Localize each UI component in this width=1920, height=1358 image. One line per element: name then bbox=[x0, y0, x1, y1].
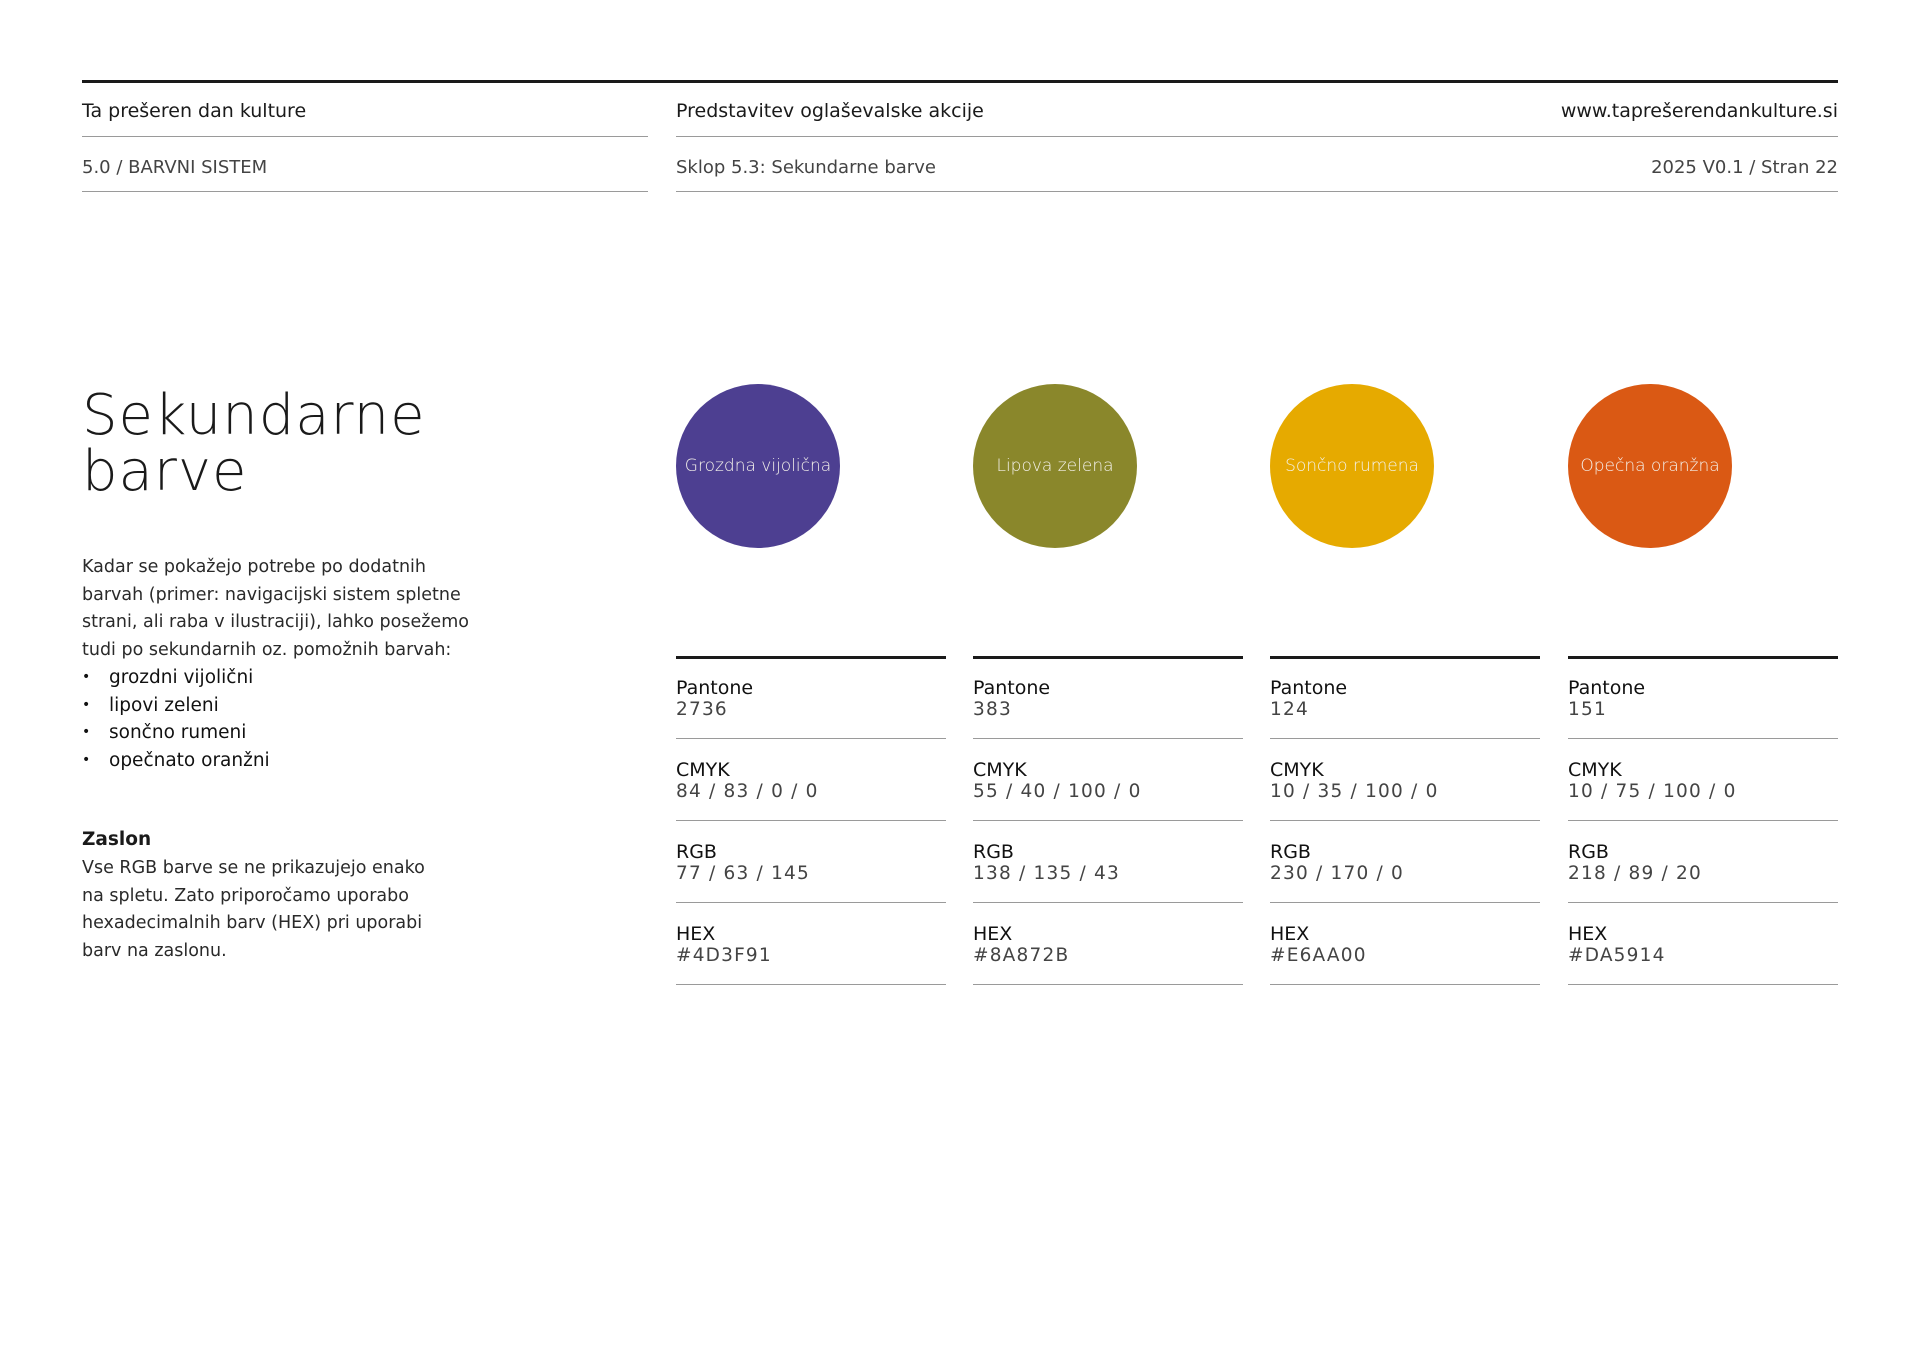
pantone-label: Pantone bbox=[1270, 677, 1348, 699]
pantone-value: 151 bbox=[1568, 699, 1607, 720]
spec-divider bbox=[1568, 738, 1838, 739]
rgb-label: RGB bbox=[1568, 841, 1609, 863]
hex-value: #E6AA00 bbox=[1270, 945, 1367, 966]
spec-divider bbox=[676, 820, 946, 821]
intro-line: Kadar se pokažejo potrebe po dodatnih bbox=[82, 557, 427, 577]
pantone-label: Pantone bbox=[973, 677, 1051, 699]
rgb-label: RGB bbox=[1270, 841, 1311, 863]
page-title-line-2: barve bbox=[82, 439, 248, 504]
hex-value: #8A872B bbox=[973, 945, 1070, 966]
subheader-divider-right bbox=[676, 191, 1838, 192]
spec-divider bbox=[1270, 738, 1540, 739]
color-name: Lipova zelena bbox=[996, 456, 1114, 476]
header-divider-right bbox=[676, 136, 1838, 137]
list-item: • grozdni vijolični bbox=[82, 664, 270, 692]
page-info: 2025 V0.1 / Stran 22 bbox=[1651, 157, 1838, 178]
rgb-value: 138 / 135 / 43 bbox=[973, 863, 1120, 884]
rgb-value: 77 / 63 / 145 bbox=[676, 863, 810, 884]
spec-divider bbox=[1270, 902, 1540, 903]
screen-paragraph bbox=[82, 855, 502, 965]
pantone-label: Pantone bbox=[1568, 677, 1646, 699]
spec-divider bbox=[1270, 820, 1540, 821]
screen-line: Vse RGB barve se ne prikazujejo enako bbox=[82, 858, 425, 878]
color-swatch-circle bbox=[1568, 384, 1732, 548]
spec-top-rule bbox=[1568, 656, 1838, 659]
intro-line: barvah (primer: navigacijski sistem spletne bbox=[82, 584, 461, 605]
spec-top-rule bbox=[973, 656, 1243, 659]
spec-divider bbox=[1568, 902, 1838, 903]
hex-value: #DA5914 bbox=[1568, 945, 1666, 966]
cmyk-label: CMYK bbox=[1270, 759, 1324, 781]
spec-divider bbox=[973, 984, 1243, 985]
spec-divider bbox=[676, 984, 946, 985]
color-swatch-circle bbox=[973, 384, 1137, 548]
cmyk-value: 10 / 75 / 100 / 0 bbox=[1568, 781, 1737, 802]
rgb-label: RGB bbox=[973, 841, 1014, 863]
cmyk-value: 55 / 40 / 100 / 0 bbox=[973, 781, 1142, 802]
cmyk-label: CMYK bbox=[1568, 759, 1622, 781]
screen-line: hexadecimalnih barv (HEX) pri uporabi bbox=[82, 913, 423, 933]
secondary-colors-list bbox=[82, 664, 270, 774]
color-name: Sončno rumena bbox=[1285, 456, 1419, 476]
screen-line: na spletu. Zato priporočamo uporabo bbox=[82, 885, 409, 906]
spec-top-rule bbox=[1270, 656, 1540, 659]
page-title bbox=[82, 383, 426, 504]
color-name: Opečna oranžna bbox=[1580, 456, 1720, 476]
rgb-label: RGB bbox=[676, 841, 717, 863]
cmyk-label: CMYK bbox=[973, 759, 1027, 781]
spec-divider bbox=[973, 820, 1243, 821]
page-title-line-1: Sekundarne bbox=[82, 383, 426, 448]
header-top-rule bbox=[82, 80, 1838, 83]
cmyk-value: 84 / 83 / 0 / 0 bbox=[676, 781, 819, 802]
website-url: www.taprešerendankulture.si bbox=[1560, 100, 1838, 122]
hex-label: HEX bbox=[676, 923, 716, 945]
spec-divider bbox=[676, 902, 946, 903]
spec-divider bbox=[676, 738, 946, 739]
header-divider-left bbox=[82, 136, 648, 137]
list-item: • lipovi zeleni bbox=[82, 692, 270, 720]
subheader-divider-left bbox=[82, 191, 648, 192]
hex-value: #4D3F91 bbox=[676, 945, 772, 966]
section-label: 5.0 / BARVNI SISTEM bbox=[82, 157, 268, 178]
hex-label: HEX bbox=[1270, 923, 1310, 945]
intro-line: strani, ali raba v ilustraciji), lahko posežemo bbox=[82, 612, 469, 632]
list-item: • opečnato oranžni bbox=[82, 747, 270, 775]
pantone-label: Pantone bbox=[676, 677, 754, 699]
screen-line: barv na zaslonu. bbox=[82, 940, 227, 961]
spec-divider bbox=[1568, 820, 1838, 821]
spec-divider bbox=[973, 738, 1243, 739]
cmyk-label: CMYK bbox=[676, 759, 730, 781]
color-name: Grozdna vijolična bbox=[684, 456, 832, 476]
pantone-value: 383 bbox=[973, 699, 1012, 720]
hex-label: HEX bbox=[973, 923, 1013, 945]
pantone-value: 124 bbox=[1270, 699, 1309, 720]
cmyk-value: 10 / 35 / 100 / 0 bbox=[1270, 781, 1439, 802]
campaign-title: Predstavitev oglaševalske akcije bbox=[676, 100, 984, 122]
intro-line: tudi po sekundarnih oz. pomožnih barvah: bbox=[82, 639, 452, 660]
spec-divider bbox=[1270, 984, 1540, 985]
spec-divider bbox=[1568, 984, 1838, 985]
rgb-value: 218 / 89 / 20 bbox=[1568, 863, 1702, 884]
color-swatch-circle bbox=[1270, 384, 1434, 548]
subsection-label: Sklop 5.3: Sekundarne barve bbox=[676, 157, 936, 178]
spec-divider bbox=[973, 902, 1243, 903]
document-title: Ta prešeren dan kulture bbox=[82, 100, 307, 122]
spec-top-rule bbox=[676, 656, 946, 659]
pantone-value: 2736 bbox=[676, 699, 728, 720]
hex-label: HEX bbox=[1568, 923, 1608, 945]
screen-heading: Zaslon bbox=[82, 829, 152, 850]
rgb-value: 230 / 170 / 0 bbox=[1270, 863, 1404, 884]
list-item: • sončno rumeni bbox=[82, 719, 270, 747]
color-swatch-circle bbox=[676, 384, 840, 548]
intro-paragraph bbox=[82, 554, 502, 664]
